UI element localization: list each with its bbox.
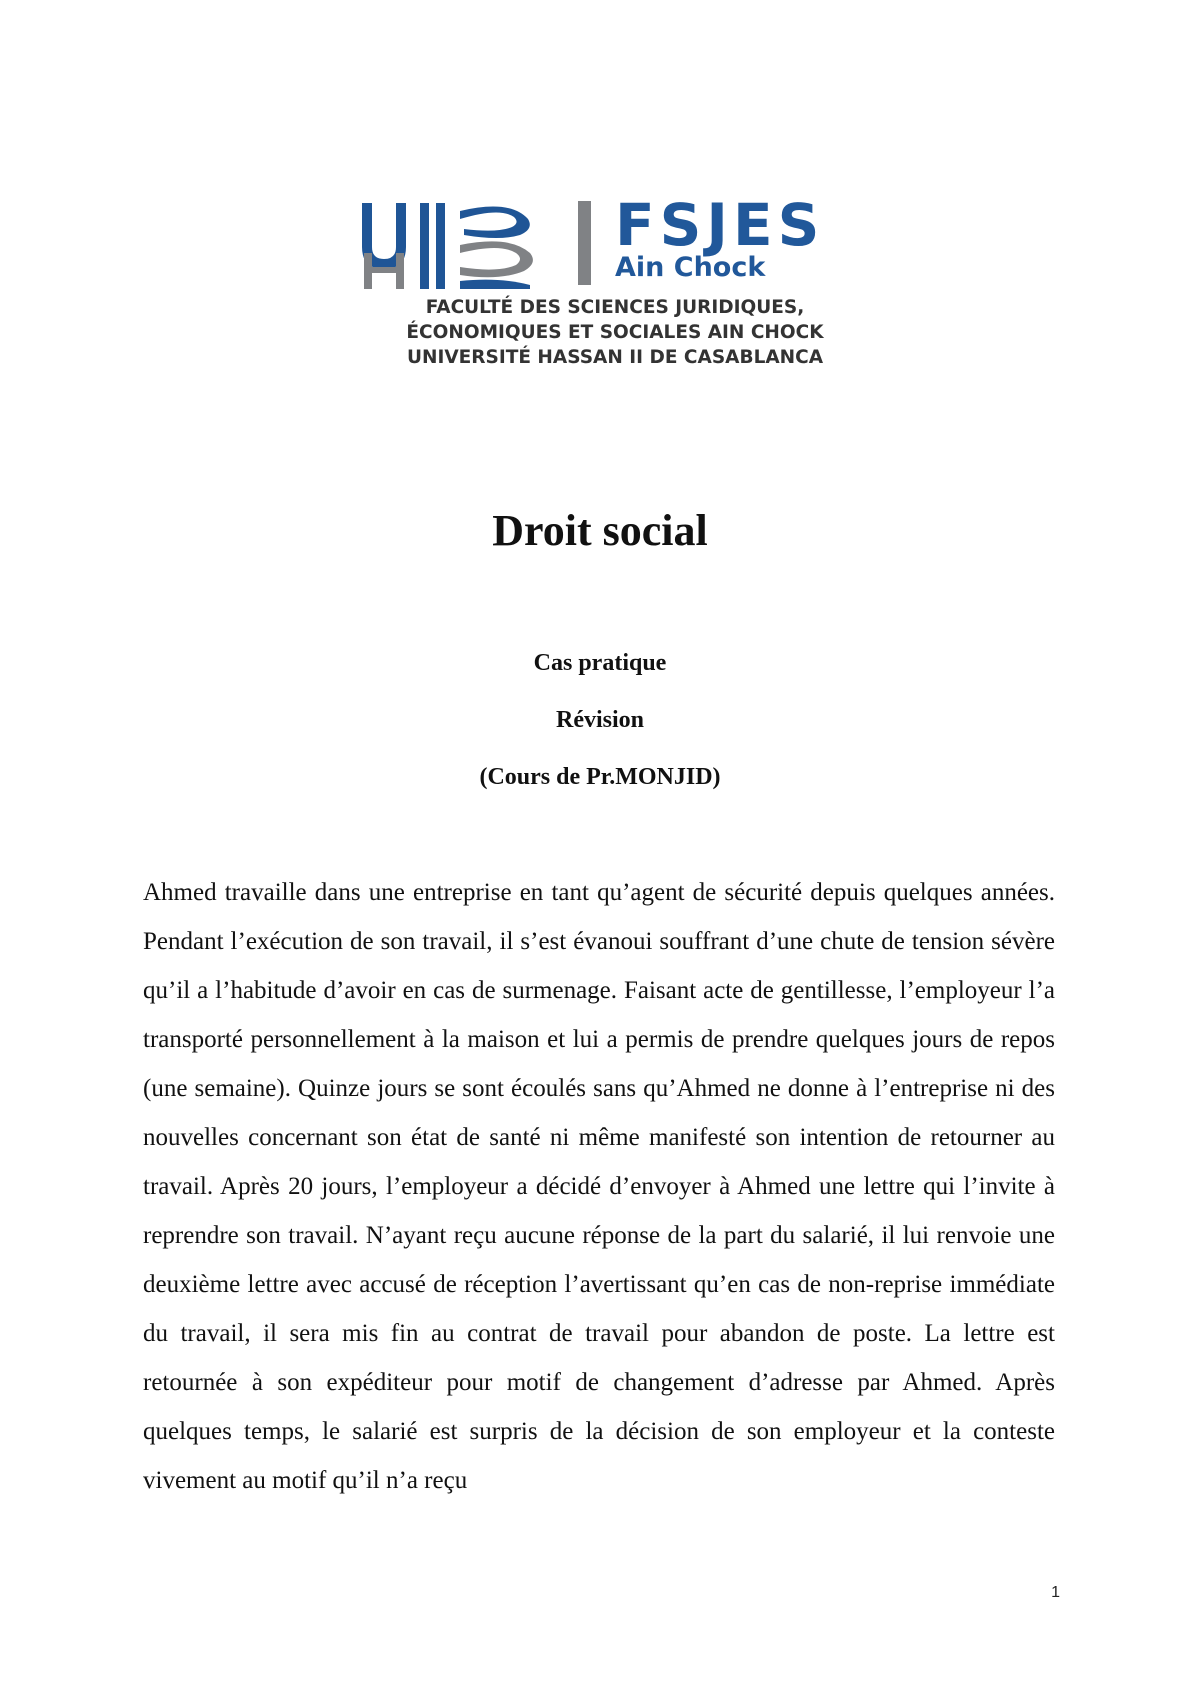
- logo-divider: [578, 201, 591, 285]
- logo-line: ÉCONOMIQUES ET SOCIALES AIN CHOCK: [406, 322, 824, 343]
- logo-brand: FSJES: [615, 191, 825, 259]
- case-body-paragraph: Ahmed travaille dans une entreprise en tant qu’agent de sécurité depuis quelques années. Pendant l’exécution de son travail, il s’est évanoui souffrant d’une chute de tension sévère qu’il a l’habitude d’avoir en cas de surmenage. Faisant acte de gentillesse, l’employeur l’a transporté personnellement à la maison et lui a permis de prendre quelques jours de repos (une semaine). Quinze jours se sont écoulés sans qu’Ahmed ne donne à l’entreprise ni des nouvelles concernant son état de santé ni même manifesté son intention de retourner au travail. Après 20 jours, l’employeur a décidé d’envoyer à Ahmed une lettre qui l’invite à reprendre son travail. N’ayant reçu aucune réponse de la part du salarié, il lui renvoie une deuxième lettre avec accusé de réception l’avertissant qu’en cas de non-reprise immédiate du travail, il sera mis fin au contrat de travail pour abandon de poste. La lettre est retournée à son expéditeur pour motif de changement d’adresse par Ahmed. Après quelques temps, le salarié est surpris de la décision de son employeur et la conteste vivement au motif qu’il n’a reçu: [143, 879, 1055, 1494]
- logo-line: FACULTÉ DES SCIENCES JURIDIQUES,: [425, 297, 805, 318]
- subtitle-course: (Cours de Pr.MONJID): [479, 764, 721, 790]
- logo-line: UNIVERSITÉ HASSAN II DE CASABLANCA: [406, 347, 824, 368]
- document-title: Droit social: [492, 506, 708, 555]
- subtitle-revision: Révision: [555, 707, 644, 733]
- uh2c-logo-mark-icon: [360, 201, 570, 291]
- logo-campus: Ain Chock: [615, 252, 766, 283]
- logo-faculty-text: [360, 295, 870, 370]
- page-number: 1: [1051, 1584, 1060, 1601]
- university-logo: [360, 191, 880, 375]
- subtitle-case-study: Cas pratique: [533, 650, 667, 676]
